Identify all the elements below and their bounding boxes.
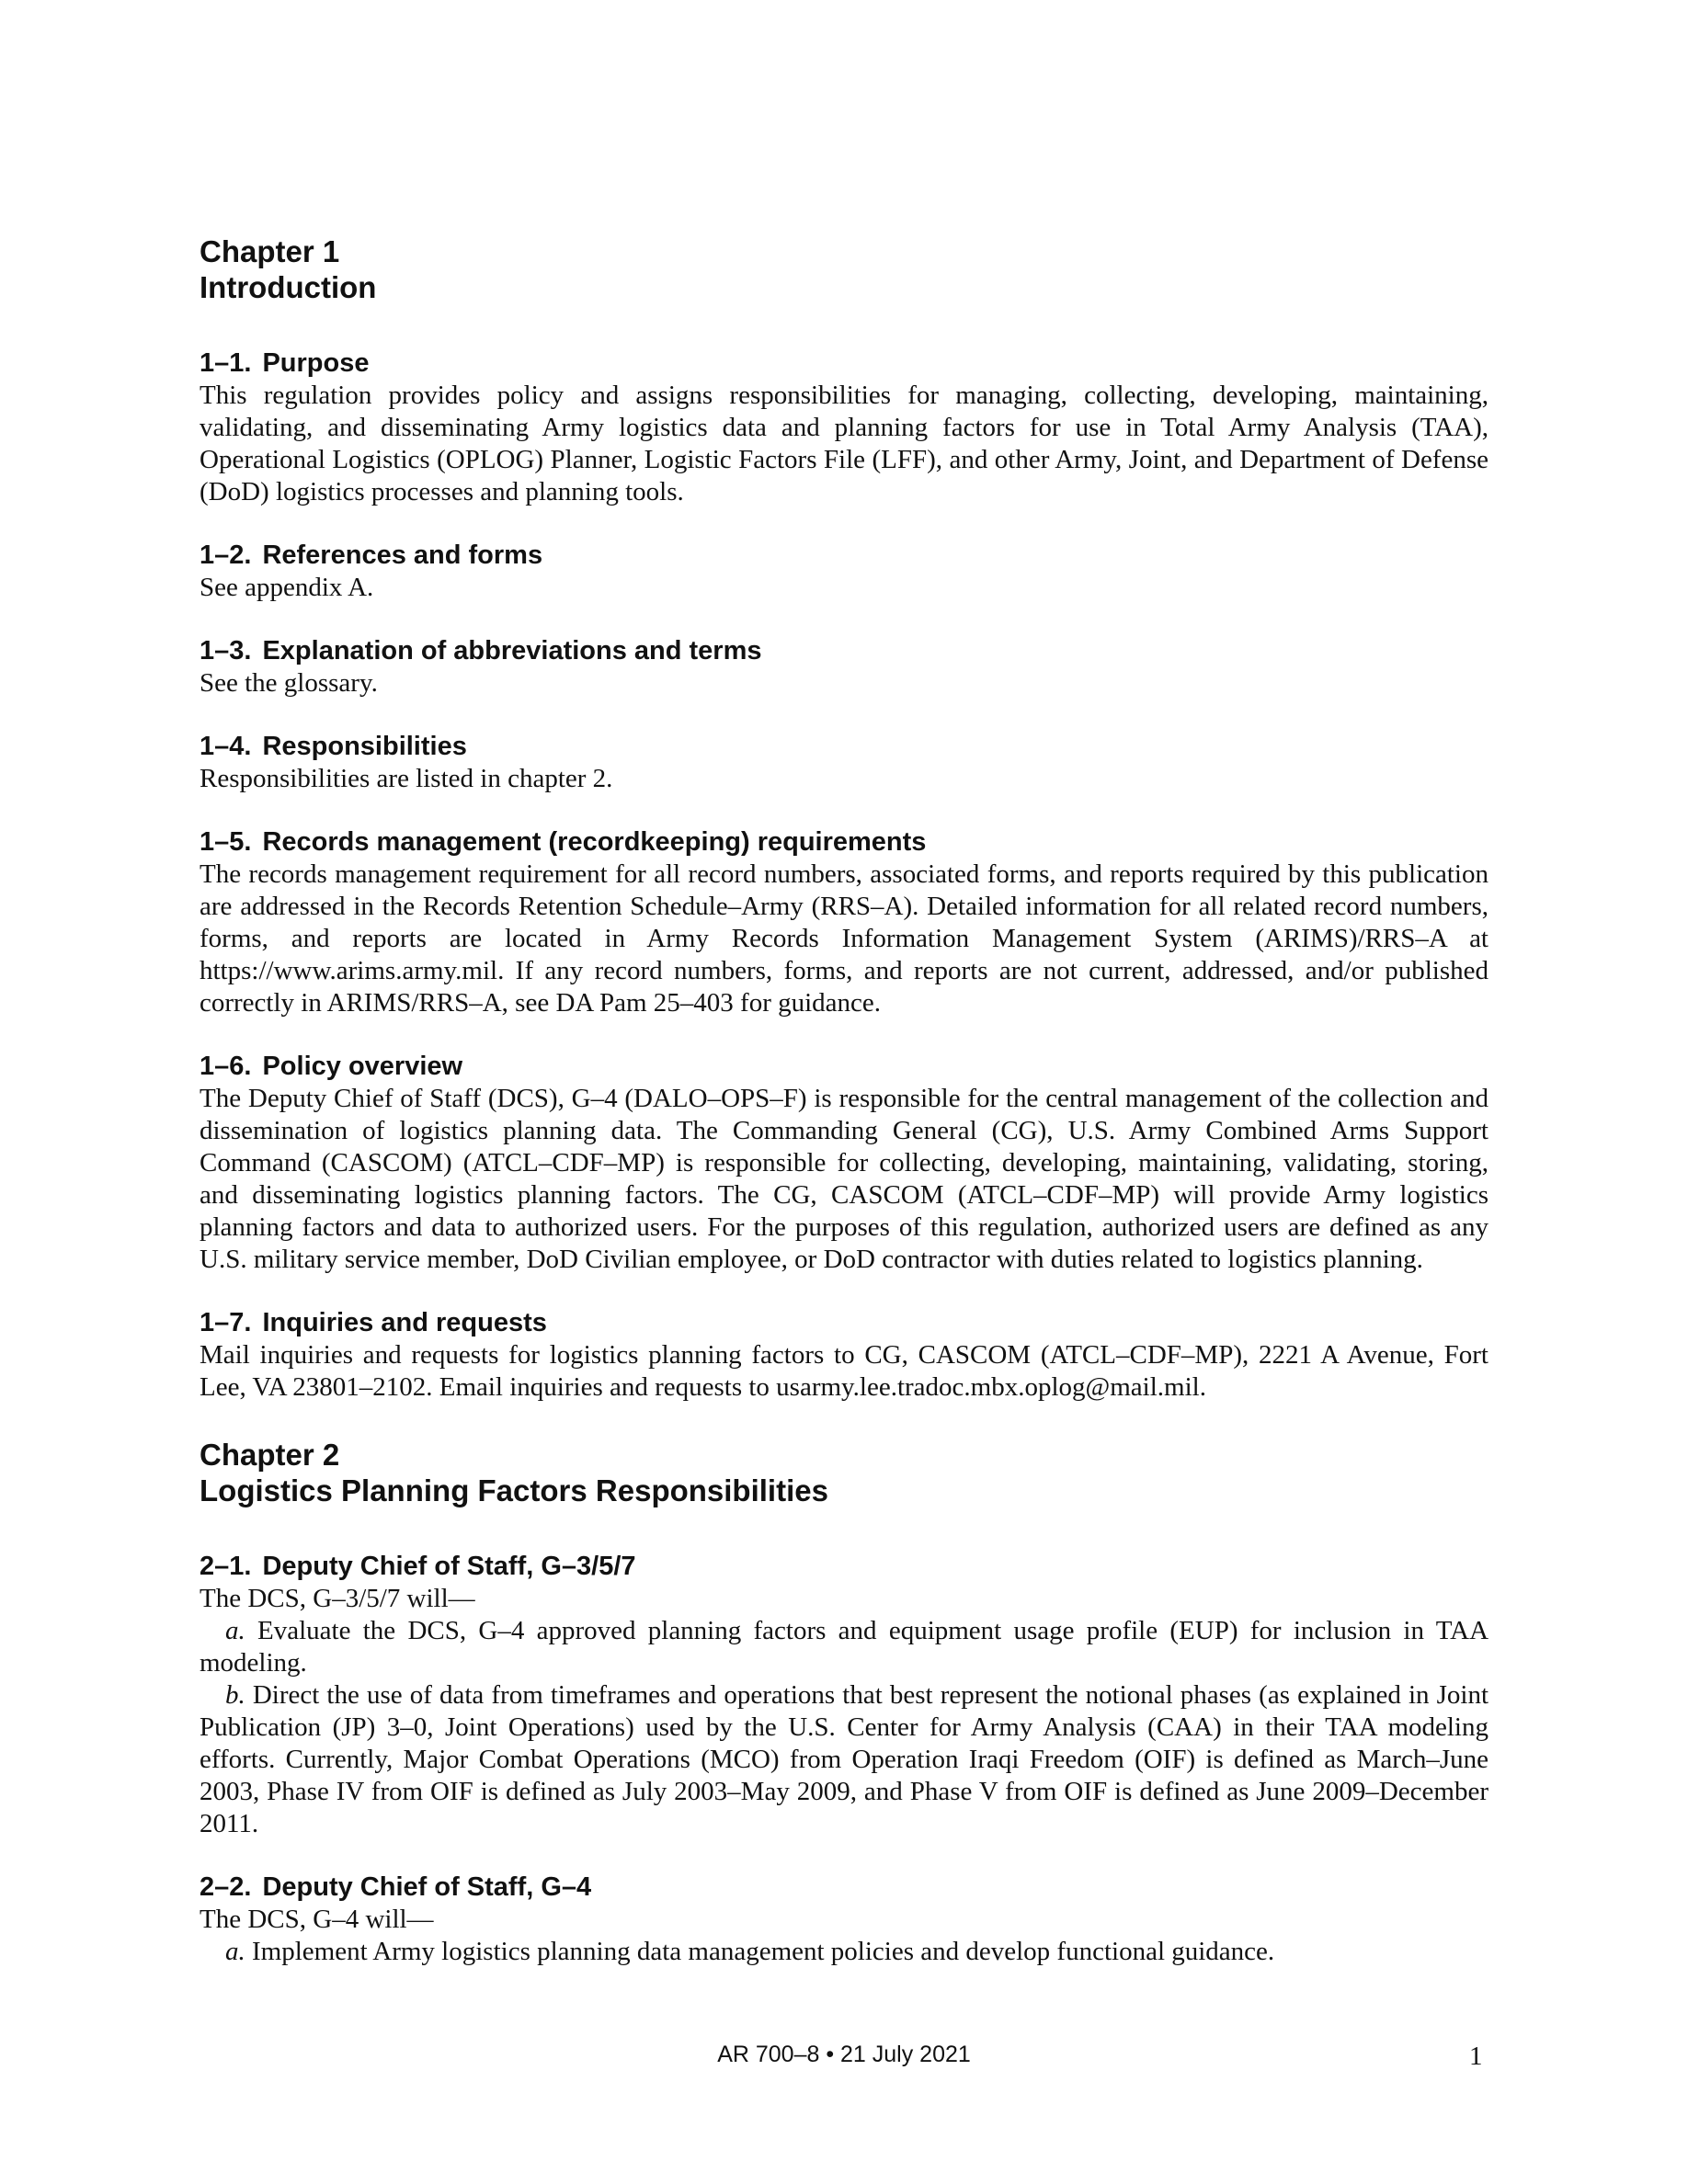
section-intro: The DCS, G–4 will— xyxy=(200,1905,434,1934)
section-2-1 xyxy=(200,1551,1488,1840)
document-page xyxy=(200,233,1488,1968)
section-heading: 1–5. Records management (recordkeeping) requirements xyxy=(200,827,927,857)
section-1-3 xyxy=(200,635,1488,700)
section-body: Mail inquiries and requests for logistics planning factors to CG, CASCOM (ATCL–CDF–MP), 2221 A Avenue, Fort Lee, VA 23801–2102. Email inquiries and requests to usarmy.lee.tradoc.mbx.oplog@mail.mil. xyxy=(200,1340,1488,1402)
chapter-2-label: Chapter 2 xyxy=(200,1438,340,1472)
section-1-1 xyxy=(200,347,1488,508)
list-item-b: b. Direct the use of data from timeframes and operations that best represent the notional phases (as explained in Joint Publication (JP) 3–0, Joint Operations) used by the U.S. Center for Army Analysis (CAA) in their TAA modeling efforts. Currently, Major Combat Operations (MCO) from Operation Iraqi Freedom (OIF) is defined as March–June 2003, Phase IV from OIF is defined as July 2003–May 2009, and Phase V from OIF is defined as June 2009–December 2011. xyxy=(200,1680,1489,1838)
section-1-7 xyxy=(200,1307,1488,1404)
chapter-2-title: Logistics Planning Factors Responsibilities xyxy=(200,1473,828,1507)
section-1-2 xyxy=(200,540,1488,604)
section-heading: 1–6. Policy overview xyxy=(200,1052,463,1081)
section-heading: 1–3. Explanation of abbreviations and terms xyxy=(200,636,762,665)
section-body: The records management requirement for all record numbers, associated forms, and reports required by this publication are addressed in the Records Retention Schedule–Army (RRS–A). Detailed information for all related record numbers, forms, and reports are located in Army Records Information Management System (ARIMS)/RRS–A at https://www.arims.army.mil. If any record numbers, forms, and reports are not current, addressed, and/or published correctly in ARIMS/RRS–A, see DA Pam 25–403 for guidance. xyxy=(200,859,1488,1018)
section-body: This regulation provides policy and assigns responsibilities for managing, collecting, developing, maintaining, validating, and disseminating Army logistics data and planning factors for use in Total Army Analysis (TAA), Operational Logistics (OPLOG) Planner, Logistic Factors File (LFF), and other Army, Joint, and Department of Defense (DoD) logistics processes and planning tools. xyxy=(200,381,1488,506)
chapter-1-title: Introduction xyxy=(200,270,377,304)
section-intro: The DCS, G–3/5/7 will— xyxy=(200,1584,475,1613)
section-heading: 2–1. Deputy Chief of Staff, G–3/5/7 xyxy=(200,1552,636,1581)
section-body: Responsibilities are listed in chapter 2. xyxy=(200,764,613,793)
section-1-6 xyxy=(200,1051,1488,1276)
section-2-2 xyxy=(200,1871,1488,1968)
section-heading: 1–1. Purpose xyxy=(200,348,370,378)
section-heading: 2–2. Deputy Chief of Staff, G–4 xyxy=(200,1872,592,1902)
section-heading: 1–7. Inquiries and requests xyxy=(200,1308,547,1337)
chapter-1-label: Chapter 1 xyxy=(200,234,340,268)
page-number: 1 xyxy=(1469,2042,1483,2071)
section-1-4 xyxy=(200,731,1488,795)
list-item-a: a. Implement Army logistics planning data management policies and develop functional guidance. xyxy=(225,1937,1275,1966)
section-1-5 xyxy=(200,826,1488,1019)
section-heading: 1–4. Responsibilities xyxy=(200,732,467,761)
page-footer: AR 700–8 • 21 July 2021 xyxy=(717,2042,971,2067)
section-body: The Deputy Chief of Staff (DCS), G–4 (DALO–OPS–F) is responsible for the central management of the collection and dissemination of logistics planning data. The Commanding General (CG), U.S. Army Combined Arms Support Command (CASCOM) (ATCL–CDF–MP) is responsible for collecting, developing, maintaining, validating, storing, and disseminating logistics planning factors. The CG, CASCOM (ATCL–CDF–MP) will provide Army logistics planning factors and data to authorized users. For the purposes of this regulation, authorized users are defined as any U.S. military service member, DoD Civilian employee, or DoD contractor with duties related to logistics planning. xyxy=(200,1084,1488,1274)
section-body: See the glossary. xyxy=(200,668,378,698)
section-heading: 1–2. References and forms xyxy=(200,540,543,570)
section-body: See appendix A. xyxy=(200,573,374,602)
list-item-a: a. Evaluate the DCS, G–4 approved planning factors and equipment usage profile (EUP) for inclusion in TAA modeling. xyxy=(200,1616,1489,1678)
